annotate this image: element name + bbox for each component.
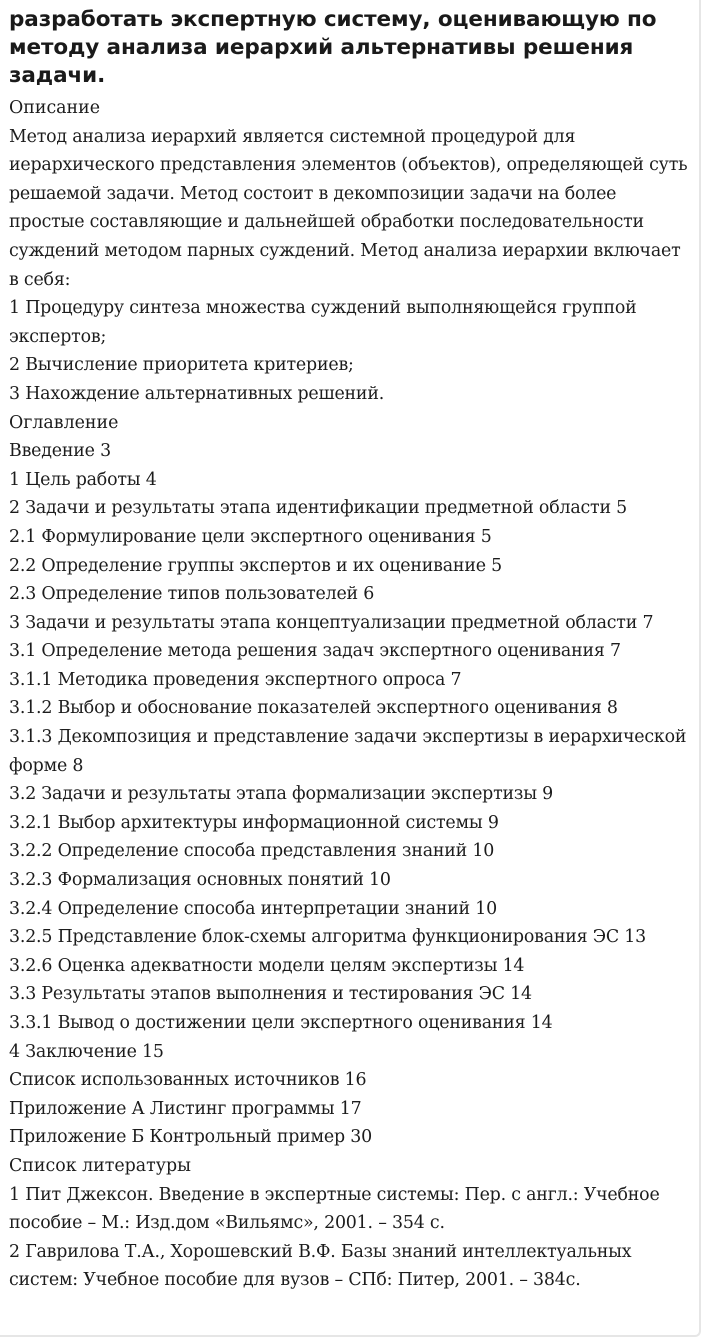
toc-entry: 1 Цель работы 4 [9, 469, 157, 490]
reference-item: 1 Пит Джексон. Введение в экспертные системы: Пер. с англ.: Учебное пособие – М.: Изд.дом «Вильямс», 2001. – 354 с. [9, 1184, 660, 1234]
toc-entry: 3.2.1 Выбор архитектуры информационной системы 9 [9, 812, 499, 833]
description-item: 3 Нахождение альтернативных решений. [9, 383, 385, 404]
description-paragraph: Метод анализа иерархий является системной процедурой для иерархического представления элементов (объектов), определяющей суть решаемой задачи. Метод состоит в декомпозиции задачи на более простые составляющие и дальнейшей обработки последовательности суждений методом парных суждений. Метод анализа иерархии включает в себя: [9, 126, 688, 290]
toc-entry: Введение 3 [9, 441, 111, 462]
toc-entry: 2.3 Определение типов пользователей 6 [9, 584, 375, 605]
toc-entry: 3.2.2 Определение способа представления знаний 10 [9, 841, 495, 862]
toc-entry: 3.1.3 Декомпозиция и представление задачи экспертизы в иерархической форме 8 [9, 727, 687, 776]
description-item: 1 Процедуру синтеза множества суждений выполняющейся группой экспертов; [9, 298, 637, 347]
toc-entry: 2 Задачи и результаты этапа идентификации предметной области 5 [9, 498, 628, 519]
toc-entry: 3.2.5 Представление блок-схемы алгоритма функционирования ЭС 13 [9, 927, 647, 948]
toc-entry: 3.2.3 Формализация основных понятий 10 [9, 870, 391, 891]
toc-entry: 3.2.4 Определение способа интерпретации знаний 10 [9, 898, 497, 919]
toc-entry: 3.2.6 Оценка адекватности модели целям экспертизы 14 [9, 955, 525, 976]
toc-entry: Приложение Б Контрольный пример 30 [9, 1127, 372, 1148]
toc-entry: 3.2 Задачи и результаты этапа формализации экспертизы 9 [9, 784, 554, 805]
toc-heading: Оглавление [9, 412, 119, 433]
toc-entry: 2.2 Определение группы экспертов и их оценивание 5 [9, 555, 502, 576]
description-heading: Описание [9, 98, 101, 118]
page-title: разработать экспертную систему, оценивающую по методу анализа иерархий альтернативы решения задачи. [9, 7, 657, 88]
toc-entry: Приложение А Листинг программы 17 [9, 1098, 362, 1119]
references-list [9, 1181, 693, 1295]
description-item: 2 Вычисление приоритета критериев; [9, 355, 354, 376]
toc-entry: 2.1 Формулирование цели экспертного оценивания 5 [9, 526, 492, 547]
toc-entry: 3.1.1 Методика проведения экспертного опроса 7 [9, 669, 462, 690]
reference-item: 2 Гаврилова Т.А., Хорошевский В.Ф. Базы знаний интеллектуальных систем: Учебное пособие для вузов – СПб: Питер, 2001. – 384с. [9, 1241, 632, 1291]
toc-entry: 3.3 Результаты этапов выполнения и тестирования ЭС 14 [9, 984, 532, 1005]
toc-entry: Список использованных источников 16 [9, 1070, 367, 1091]
document-body [9, 6, 693, 1295]
description-block [9, 123, 693, 409]
references-heading: Список литературы [9, 1155, 191, 1176]
toc-entry: 4 Заключение 15 [9, 1041, 164, 1062]
toc-entry: 3.1.2 Выбор и обоснование показателей экспертного оценивания 8 [9, 698, 618, 719]
toc-entry: 3 Задачи и результаты этапа концептуализации предметной области 7 [9, 612, 654, 633]
toc-entry: 3.1 Определение метода решения задач экспертного оценивания 7 [9, 641, 621, 662]
toc-entry: 3.3.1 Вывод о достижении цели экспертного оценивания 14 [9, 1013, 553, 1033]
table-of-contents [9, 437, 693, 1152]
